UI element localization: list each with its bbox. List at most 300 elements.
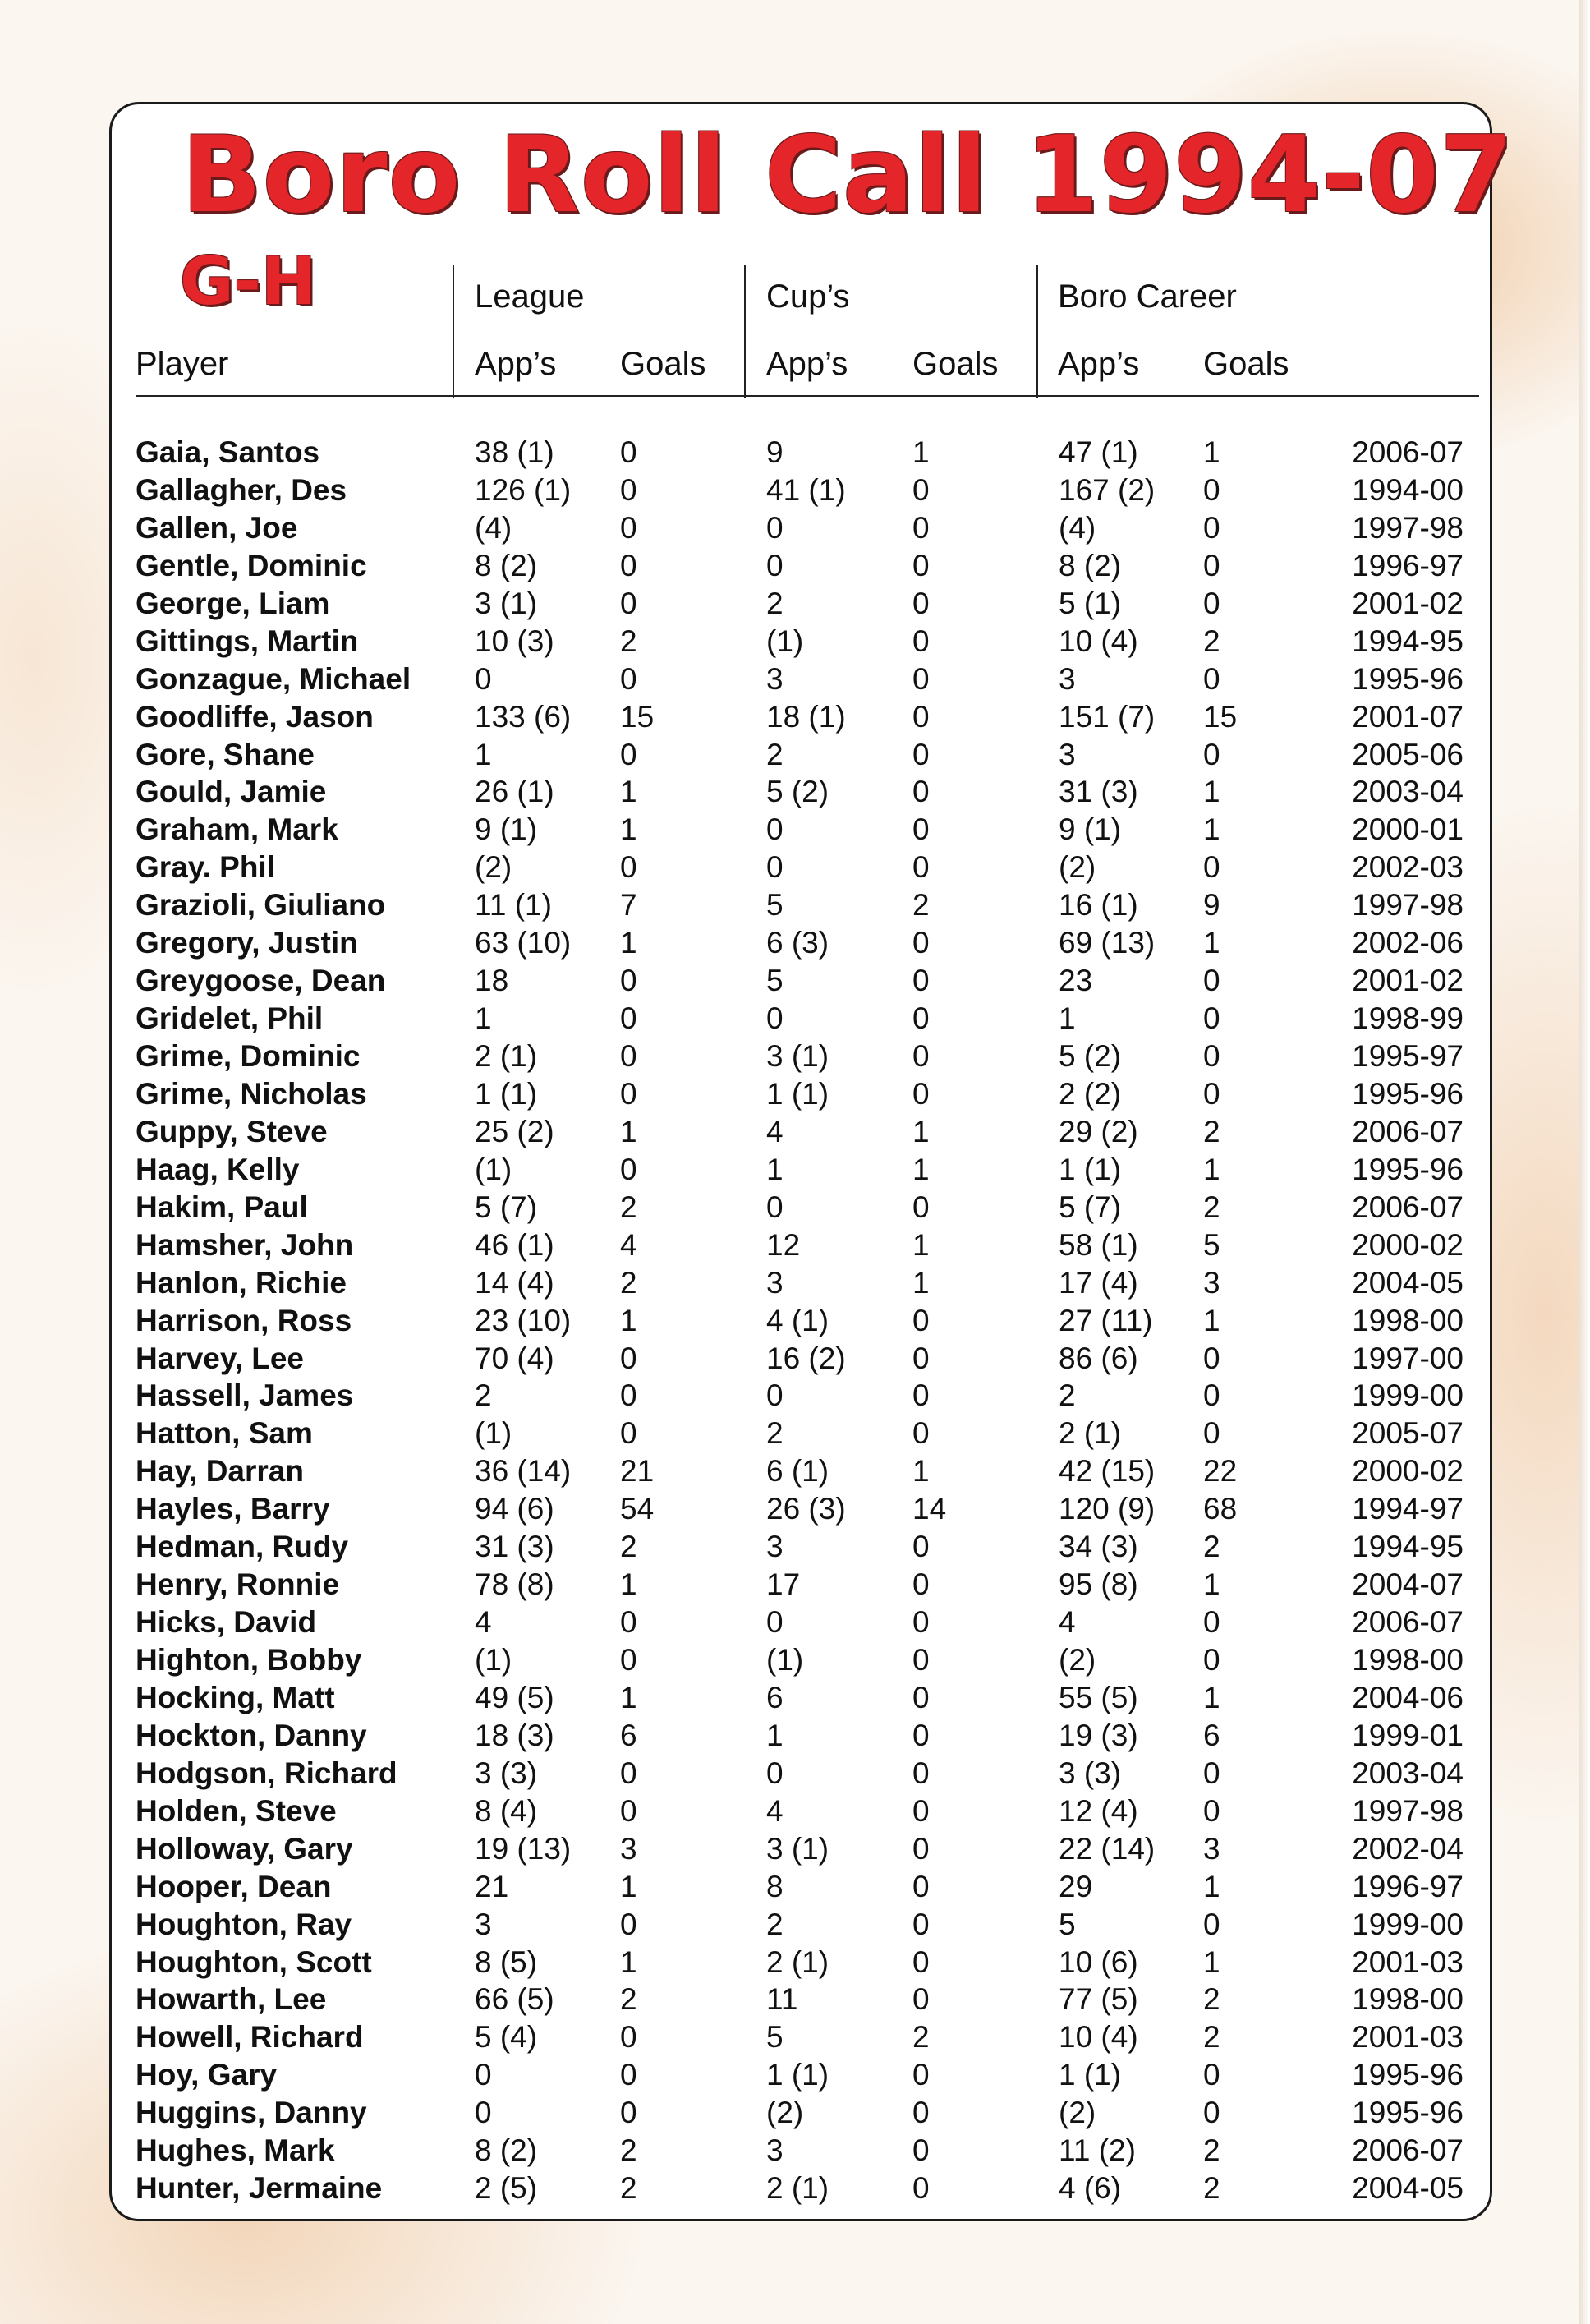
cup-apps: 6 (3) <box>766 926 829 960</box>
player-name: Gould, Jamie <box>136 775 327 809</box>
career-goals: 0 <box>1203 2096 1220 2130</box>
league-apps: 2 (5) <box>475 2171 538 2206</box>
cup-apps: 0 <box>766 850 784 885</box>
cup-goals: 0 <box>912 964 930 998</box>
cup-apps: 2 <box>766 1416 784 1451</box>
career-goals: 1 <box>1203 1869 1220 1903</box>
career-years: 2000-02 <box>1352 1227 1464 1262</box>
career-years: 2000-01 <box>1352 812 1464 847</box>
player-name: Hughes, Mark <box>136 2133 335 2168</box>
league-apps: 1 (1) <box>475 1076 538 1111</box>
column-divider-league <box>453 265 454 398</box>
career-years: 1995-96 <box>1352 2096 1464 2130</box>
career-apps: 5 (7) <box>1059 1190 1122 1224</box>
career-goals: 5 <box>1203 1227 1220 1262</box>
table-row <box>0 1113 1590 1151</box>
career-years: 1994-95 <box>1352 624 1464 658</box>
career-years: 2004-06 <box>1352 1680 1464 1714</box>
player-name: Holden, Steve <box>136 1793 337 1828</box>
header-league: League <box>475 278 585 315</box>
cup-apps: 1 (1) <box>766 1076 829 1111</box>
cup-apps: 1 <box>766 1718 784 1752</box>
career-apps: 77 (5) <box>1059 1982 1138 2017</box>
league-apps: 133 (6) <box>475 699 572 734</box>
career-apps: 5 <box>1059 1907 1076 1941</box>
career-goals: 2 <box>1203 1190 1220 1224</box>
player-name: Hoy, Gary <box>136 2058 278 2092</box>
career-years: 1994-95 <box>1352 1530 1464 1564</box>
career-goals: 0 <box>1203 1793 1220 1828</box>
league-apps: 1 <box>475 737 492 771</box>
player-name: Grime, Dominic <box>136 1039 361 1073</box>
table-row <box>0 509 1590 547</box>
league-goals: 1 <box>620 1567 637 1602</box>
career-years: 1995-96 <box>1352 2058 1464 2092</box>
cup-apps: (2) <box>766 2096 804 2130</box>
table-row <box>0 1868 1590 1906</box>
cup-apps: 0 <box>766 548 784 582</box>
league-apps: 94 (6) <box>475 1492 554 1526</box>
cup-goals: 1 <box>912 1227 930 1262</box>
player-name: Houghton, Ray <box>136 1907 352 1941</box>
career-years: 1997-98 <box>1352 1793 1464 1828</box>
player-name: Graham, Mark <box>136 812 338 847</box>
league-apps: 49 (5) <box>475 1680 554 1714</box>
cup-goals: 0 <box>912 1567 930 1602</box>
cup-apps: 9 <box>766 435 784 469</box>
column-divider-career <box>1036 265 1038 398</box>
player-name: Gregory, Justin <box>136 926 358 960</box>
league-goals: 1 <box>620 1944 637 1979</box>
career-apps: 55 (5) <box>1059 1680 1138 1714</box>
player-name: Gore, Shane <box>136 737 315 771</box>
career-years: 2002-04 <box>1352 1831 1464 1866</box>
cup-apps: 12 <box>766 1227 801 1262</box>
league-apps: 5 (4) <box>475 2020 538 2055</box>
player-name: Gonzague, Michael <box>136 661 411 696</box>
career-goals: 2 <box>1203 2133 1220 2168</box>
cup-apps: 5 <box>766 964 784 998</box>
league-apps: 46 (1) <box>475 1227 554 1262</box>
league-goals: 6 <box>620 1718 637 1752</box>
career-goals: 2 <box>1203 2171 1220 2206</box>
career-years: 2001-03 <box>1352 2020 1464 2055</box>
table-row <box>0 962 1590 1000</box>
career-years: 2004-07 <box>1352 1567 1464 1602</box>
career-years: 2001-07 <box>1352 699 1464 734</box>
table-row <box>0 2170 1590 2207</box>
career-years: 2004-05 <box>1352 2171 1464 2206</box>
career-apps: 4 (6) <box>1059 2171 1122 2206</box>
career-apps: 29 <box>1059 1869 1093 1903</box>
league-apps: 3 (1) <box>475 586 538 620</box>
table-row <box>0 547 1590 585</box>
player-name: Haag, Kelly <box>136 1152 300 1186</box>
career-apps: 1 <box>1059 1001 1076 1036</box>
league-apps: 11 (1) <box>475 888 552 923</box>
header-league-apps: App’s <box>475 346 557 382</box>
career-apps: 17 (4) <box>1059 1265 1138 1300</box>
league-apps: 23 (10) <box>475 1303 572 1337</box>
league-goals: 0 <box>620 1341 637 1375</box>
career-goals: 0 <box>1203 2058 1220 2092</box>
cup-goals: 0 <box>912 548 930 582</box>
career-apps: 10 (4) <box>1059 2020 1138 2055</box>
table-row <box>0 1000 1590 1038</box>
cup-apps: 2 (1) <box>766 2171 829 2206</box>
league-goals: 7 <box>620 888 637 923</box>
cup-apps: 6 (1) <box>766 1454 829 1489</box>
table-row <box>0 1340 1590 1378</box>
career-apps: 16 (1) <box>1059 888 1138 923</box>
table-row <box>0 1792 1590 1830</box>
career-apps: 2 (2) <box>1059 1076 1122 1111</box>
career-goals: 0 <box>1203 1341 1220 1375</box>
player-table <box>0 434 1590 2207</box>
cup-goals: 0 <box>912 661 930 696</box>
table-row <box>0 1452 1590 1490</box>
league-apps: 14 (4) <box>475 1265 554 1300</box>
cup-apps: 6 <box>766 1680 784 1714</box>
cup-apps: 0 <box>766 1756 784 1790</box>
cup-goals: 14 <box>912 1492 947 1526</box>
cup-apps: 1 <box>766 1152 784 1186</box>
league-apps: (2) <box>475 850 512 885</box>
career-goals: 0 <box>1203 1605 1220 1640</box>
league-goals: 0 <box>620 850 637 885</box>
league-apps: 38 (1) <box>475 435 554 469</box>
career-goals: 0 <box>1203 472 1220 507</box>
header-cup-apps: App’s <box>766 346 848 382</box>
career-apps: (2) <box>1059 2096 1096 2130</box>
header-cups: Cup’s <box>766 278 850 315</box>
league-goals: 0 <box>620 737 637 771</box>
table-row <box>0 1755 1590 1792</box>
career-goals: 68 <box>1203 1492 1238 1526</box>
league-apps: 2 <box>475 1378 492 1413</box>
league-goals: 0 <box>620 1793 637 1828</box>
cup-goals: 0 <box>912 1718 930 1752</box>
career-years: 1999-00 <box>1352 1378 1464 1413</box>
league-apps: 25 (2) <box>475 1114 554 1148</box>
career-apps: 10 (6) <box>1059 1944 1138 1979</box>
career-apps: 31 (3) <box>1059 775 1138 809</box>
league-goals: 1 <box>620 1303 637 1337</box>
cup-goals: 0 <box>912 926 930 960</box>
table-row <box>0 1075 1590 1113</box>
player-name: Hooper, Dean <box>136 1869 332 1903</box>
career-years: 1995-96 <box>1352 1076 1464 1111</box>
career-goals: 1 <box>1203 775 1220 809</box>
cup-apps: 5 <box>766 888 784 923</box>
career-goals: 2 <box>1203 2020 1220 2055</box>
career-apps: 5 (1) <box>1059 586 1122 620</box>
career-apps: (4) <box>1059 510 1096 545</box>
cup-goals: 0 <box>912 850 930 885</box>
league-apps: (4) <box>475 510 512 545</box>
career-goals: 9 <box>1203 888 1220 923</box>
cup-goals: 0 <box>912 624 930 658</box>
table-row <box>0 660 1590 698</box>
cup-apps: 26 (3) <box>766 1492 846 1526</box>
league-goals: 2 <box>620 1190 637 1224</box>
career-goals: 3 <box>1203 1265 1220 1300</box>
career-goals: 0 <box>1203 850 1220 885</box>
cup-goals: 0 <box>912 1076 930 1111</box>
career-years: 1999-01 <box>1352 1718 1464 1752</box>
career-years: 2003-04 <box>1352 1756 1464 1790</box>
career-years: 2006-07 <box>1352 1114 1464 1148</box>
player-name: Harvey, Lee <box>136 1341 304 1375</box>
career-years: 1995-96 <box>1352 1152 1464 1186</box>
league-apps: 0 <box>475 661 492 696</box>
player-name: Hakim, Paul <box>136 1190 308 1224</box>
column-divider-cups <box>744 265 746 398</box>
career-years: 1997-00 <box>1352 1341 1464 1375</box>
career-years: 1998-00 <box>1352 1982 1464 2017</box>
cup-apps: 3 <box>766 1265 784 1300</box>
league-apps: 2 (1) <box>475 1039 538 1073</box>
career-years: 1995-97 <box>1352 1039 1464 1073</box>
table-row <box>0 1906 1590 1944</box>
table-row <box>0 1189 1590 1226</box>
table-row <box>0 1679 1590 1717</box>
career-apps: 2 <box>1059 1378 1076 1413</box>
career-years: 2005-06 <box>1352 737 1464 771</box>
league-apps: 26 (1) <box>475 775 554 809</box>
league-goals: 0 <box>620 2096 637 2130</box>
league-apps: 63 (10) <box>475 926 572 960</box>
player-name: Hicks, David <box>136 1605 317 1640</box>
league-goals: 0 <box>620 548 637 582</box>
league-apps: 0 <box>475 2058 492 2092</box>
career-apps: 3 (3) <box>1059 1756 1122 1790</box>
cup-goals: 0 <box>912 2096 930 2130</box>
table-row <box>0 472 1590 509</box>
table-row <box>0 924 1590 962</box>
league-goals: 54 <box>620 1492 655 1526</box>
player-name: Hatton, Sam <box>136 1416 313 1451</box>
table-row <box>0 1566 1590 1604</box>
league-apps: (1) <box>475 1416 512 1451</box>
career-years: 1997-98 <box>1352 888 1464 923</box>
career-years: 1998-00 <box>1352 1303 1464 1337</box>
table-row <box>0 2132 1590 2170</box>
league-goals: 0 <box>620 661 637 696</box>
player-name: Hayles, Barry <box>136 1492 330 1526</box>
career-apps: 1 (1) <box>1059 1152 1122 1186</box>
career-apps: 1 (1) <box>1059 2058 1122 2092</box>
player-name: Hay, Darran <box>136 1454 304 1489</box>
cup-apps: 3 (1) <box>766 1039 829 1073</box>
league-goals: 2 <box>620 1265 637 1300</box>
cup-goals: 0 <box>912 1190 930 1224</box>
player-name: Howarth, Lee <box>136 1982 327 2017</box>
cup-goals: 0 <box>912 1303 930 1337</box>
cup-apps: 1 (1) <box>766 2058 829 2092</box>
career-goals: 0 <box>1203 510 1220 545</box>
player-name: Hunter, Jermaine <box>136 2171 383 2206</box>
career-years: 2002-03 <box>1352 850 1464 885</box>
table-row <box>0 623 1590 660</box>
career-goals: 0 <box>1203 661 1220 696</box>
league-goals: 0 <box>620 1152 637 1186</box>
player-name: Gallen, Joe <box>136 510 298 545</box>
table-row <box>0 2056 1590 2094</box>
career-years: 1994-97 <box>1352 1492 1464 1526</box>
cup-goals: 0 <box>912 510 930 545</box>
career-apps: (2) <box>1059 1643 1096 1677</box>
league-goals: 1 <box>620 1680 637 1714</box>
career-goals: 0 <box>1203 1643 1220 1677</box>
career-apps: 10 (4) <box>1059 624 1138 658</box>
cup-goals: 0 <box>912 2171 930 2206</box>
career-years: 2005-07 <box>1352 1416 1464 1451</box>
league-apps: 126 (1) <box>475 472 572 507</box>
league-goals: 0 <box>620 1076 637 1111</box>
career-goals: 1 <box>1203 1567 1220 1602</box>
cup-apps: 17 <box>766 1567 801 1602</box>
player-name: Hamsher, John <box>136 1227 354 1262</box>
cup-apps: 3 <box>766 661 784 696</box>
career-years: 2001-02 <box>1352 586 1464 620</box>
cup-apps: 0 <box>766 1001 784 1036</box>
cup-apps: 5 (2) <box>766 775 829 809</box>
career-goals: 1 <box>1203 435 1220 469</box>
career-apps: 47 (1) <box>1059 435 1138 469</box>
header-boro-career: Boro Career <box>1058 278 1237 315</box>
cup-apps: 0 <box>766 812 784 847</box>
player-name: Hassell, James <box>136 1378 354 1413</box>
career-goals: 1 <box>1203 812 1220 847</box>
player-name: Hanlon, Richie <box>136 1265 347 1300</box>
league-goals: 0 <box>620 1756 637 1790</box>
league-goals: 4 <box>620 1227 637 1262</box>
career-goals: 2 <box>1203 1114 1220 1148</box>
league-goals: 0 <box>620 472 637 507</box>
league-apps: (1) <box>475 1643 512 1677</box>
career-years: 2003-04 <box>1352 775 1464 809</box>
cup-goals: 0 <box>912 1378 930 1413</box>
player-name: Huggins, Danny <box>136 2096 367 2130</box>
player-name: Gentle, Dominic <box>136 548 367 582</box>
cup-goals: 0 <box>912 1907 930 1941</box>
league-goals: 1 <box>620 1869 637 1903</box>
table-row <box>0 1490 1590 1528</box>
league-apps: 5 (7) <box>475 1190 538 1224</box>
table-row <box>0 886 1590 924</box>
cup-goals: 0 <box>912 812 930 847</box>
table-row <box>0 1981 1590 2018</box>
cup-apps: 0 <box>766 1190 784 1224</box>
cup-apps: 0 <box>766 510 784 545</box>
career-years: 1997-98 <box>1352 510 1464 545</box>
cup-goals: 0 <box>912 1001 930 1036</box>
table-row <box>0 1415 1590 1452</box>
career-apps: 3 <box>1059 737 1076 771</box>
cup-goals: 0 <box>912 1944 930 1979</box>
cup-goals: 0 <box>912 1756 930 1790</box>
cup-goals: 1 <box>912 1114 930 1148</box>
header-career-goals: Goals <box>1203 346 1289 382</box>
cup-goals: 0 <box>912 2133 930 2168</box>
career-apps: 2 (1) <box>1059 1416 1122 1451</box>
league-apps: 31 (3) <box>475 1530 554 1564</box>
table-row <box>0 1302 1590 1340</box>
player-name: Highton, Bobby <box>136 1643 362 1677</box>
table-row <box>0 1604 1590 1641</box>
player-name: George, Liam <box>136 586 330 620</box>
career-goals: 1 <box>1203 1152 1220 1186</box>
cup-apps: 0 <box>766 1378 784 1413</box>
career-apps: 12 (4) <box>1059 1793 1138 1828</box>
league-apps: 19 (13) <box>475 1831 572 1866</box>
cup-goals: 1 <box>912 1152 930 1186</box>
cup-apps: 2 <box>766 586 784 620</box>
player-name: Hockton, Danny <box>136 1718 367 1752</box>
cup-goals: 0 <box>912 1680 930 1714</box>
league-goals: 0 <box>620 1907 637 1941</box>
league-apps: 21 <box>475 1869 509 1903</box>
career-goals: 2 <box>1203 1982 1220 2017</box>
career-goals: 1 <box>1203 1944 1220 1979</box>
league-goals: 0 <box>620 1605 637 1640</box>
player-name: Howell, Richard <box>136 2020 364 2055</box>
league-apps: 10 (3) <box>475 624 554 658</box>
league-apps: 0 <box>475 2096 492 2130</box>
career-apps: 27 (11) <box>1059 1303 1153 1337</box>
table-row <box>0 811 1590 849</box>
career-goals: 2 <box>1203 1530 1220 1564</box>
table-row <box>0 1528 1590 1566</box>
cup-goals: 0 <box>912 1869 930 1903</box>
league-apps: 36 (14) <box>475 1454 572 1489</box>
league-goals: 0 <box>620 1039 637 1073</box>
league-apps: 70 (4) <box>475 1341 554 1375</box>
career-apps: 29 (2) <box>1059 1114 1138 1148</box>
player-name: Hodgson, Richard <box>136 1756 398 1790</box>
career-goals: 0 <box>1203 1756 1220 1790</box>
league-goals: 2 <box>620 1530 637 1564</box>
cup-goals: 1 <box>912 1265 930 1300</box>
career-years: 2006-07 <box>1352 1605 1464 1640</box>
cup-apps: 3 (1) <box>766 1831 829 1866</box>
career-years: 1999-00 <box>1352 1907 1464 1941</box>
player-name: Gaia, Santos <box>136 435 320 469</box>
career-years: 1995-96 <box>1352 661 1464 696</box>
career-apps: 86 (6) <box>1059 1341 1138 1375</box>
league-goals: 2 <box>620 1982 637 2017</box>
career-apps: 22 (14) <box>1059 1831 1156 1866</box>
career-goals: 2 <box>1203 624 1220 658</box>
league-apps: 18 (3) <box>475 1718 554 1752</box>
player-name: Gittings, Martin <box>136 624 359 658</box>
career-years: 2000-02 <box>1352 1454 1464 1489</box>
league-goals: 2 <box>620 624 637 658</box>
career-goals: 0 <box>1203 737 1220 771</box>
league-apps: 1 <box>475 1001 492 1036</box>
table-row <box>0 2094 1590 2132</box>
league-goals: 1 <box>620 812 637 847</box>
career-years: 2006-07 <box>1352 435 1464 469</box>
cup-goals: 0 <box>912 1793 930 1828</box>
player-name: Grazioli, Giuliano <box>136 888 386 923</box>
league-goals: 0 <box>620 435 637 469</box>
career-apps: 69 (13) <box>1059 926 1156 960</box>
table-row <box>0 773 1590 811</box>
table-row <box>0 736 1590 774</box>
league-apps: 8 (2) <box>475 2133 538 2168</box>
